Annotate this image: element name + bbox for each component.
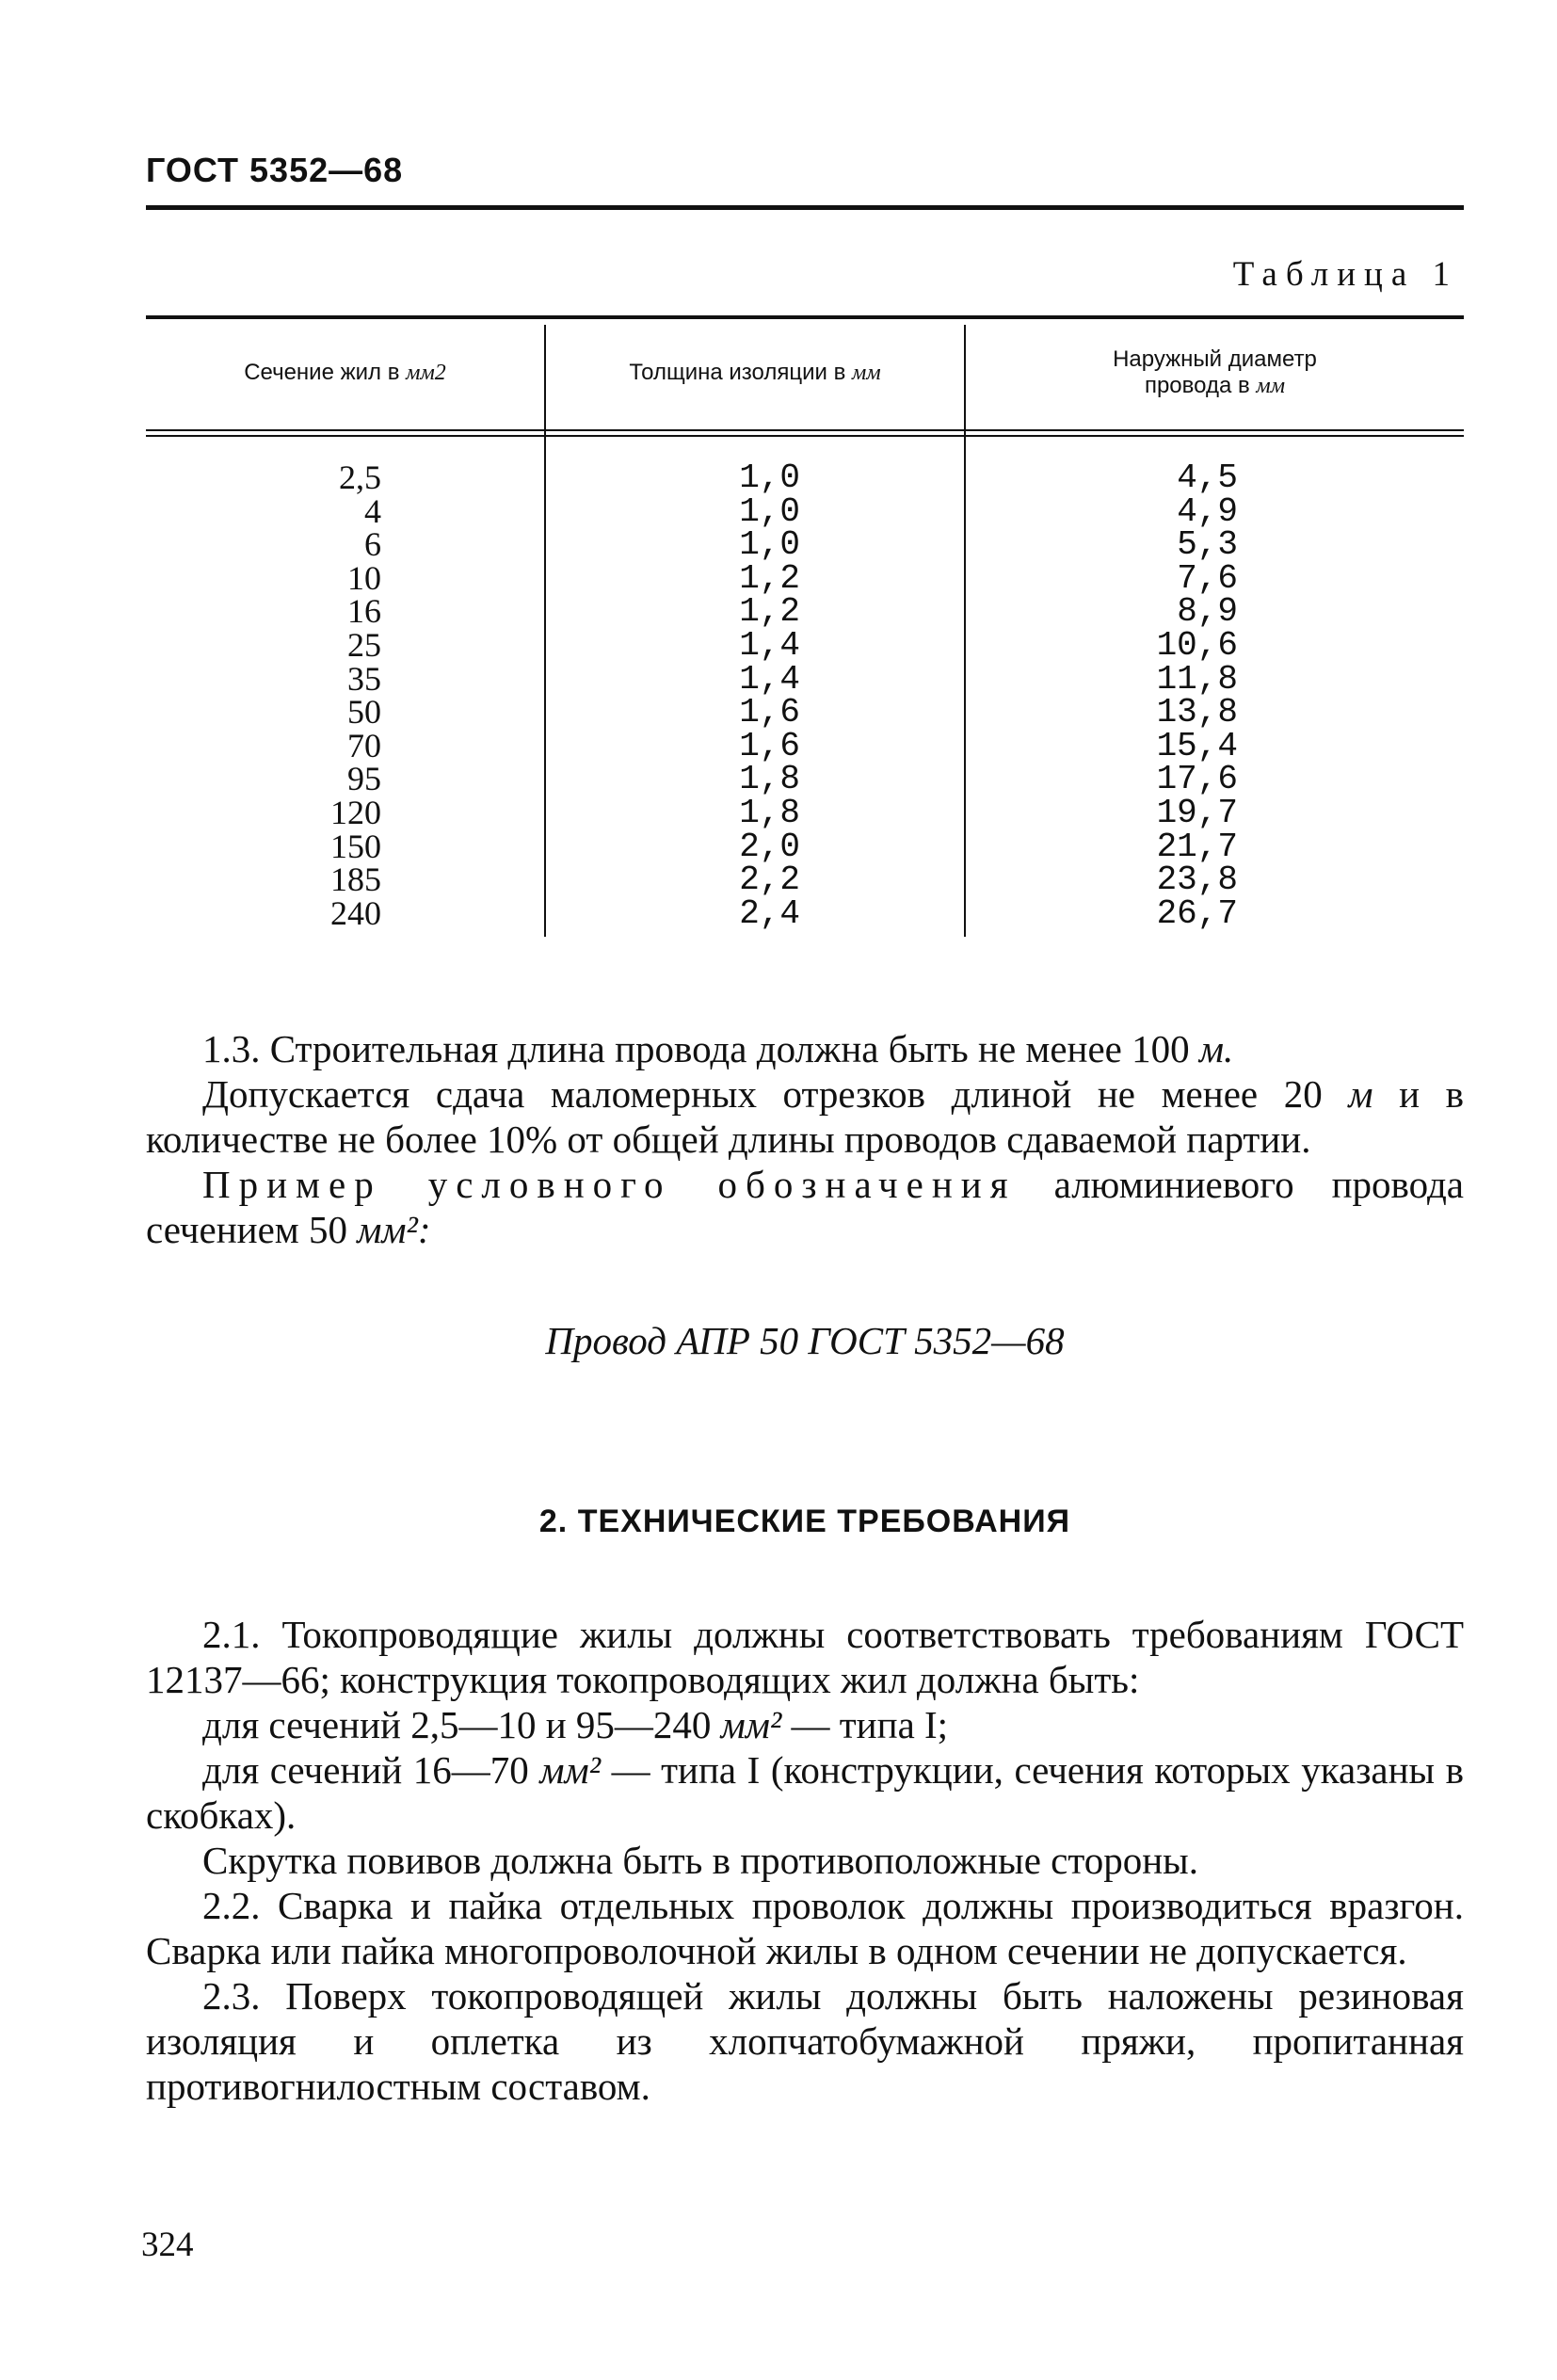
table-cell-diameter: 5,3 xyxy=(1177,525,1238,565)
table-cell-thickness: 1,4 xyxy=(739,625,800,665)
table-cell-thickness: 1,4 xyxy=(739,659,800,699)
header-section-unit: мм2 xyxy=(406,360,446,385)
table-cell-section: 240 xyxy=(330,893,381,932)
table-cell-thickness: 1,2 xyxy=(739,558,800,598)
table-header-rule-double xyxy=(146,435,1464,437)
table-cell-section: 2,5 xyxy=(339,458,381,496)
table-header-diameter xyxy=(966,315,1464,429)
table-cell-section: 6 xyxy=(364,525,381,564)
table-cell-diameter: 26,7 xyxy=(1156,893,1238,933)
header-diameter-unit: мм xyxy=(1256,373,1286,398)
paragraph-2-1-item-b: для сечений 16—70 мм² — типа I (конструкции, сечения которых указаны в скобках). xyxy=(146,1748,1465,1837)
table-cell-diameter: 4,5 xyxy=(1177,458,1238,497)
table-cell-section: 10 xyxy=(347,558,381,597)
table-cell-thickness: 1,6 xyxy=(739,693,800,732)
table-cell-diameter: 11,8 xyxy=(1156,659,1238,699)
paragraph-2-1-twist: Скрутка повивов должна быть в противоположные стороны. xyxy=(202,1839,1198,1882)
table-cell-section: 95 xyxy=(347,760,381,798)
table-cell-diameter: 23,8 xyxy=(1156,860,1238,900)
table-cell-diameter: 13,8 xyxy=(1156,693,1238,732)
table-cell-section: 185 xyxy=(330,860,381,899)
table-cell-thickness: 1,6 xyxy=(739,726,800,765)
table-cell-diameter: 4,9 xyxy=(1177,491,1238,531)
table-header-section xyxy=(146,315,544,429)
table-cell-thickness: 2,4 xyxy=(739,893,800,933)
table-cell-diameter: 10,6 xyxy=(1156,625,1238,665)
table-cell-section: 4 xyxy=(364,491,381,530)
section-2-text xyxy=(146,1612,1464,2109)
section-2-title: 2. ТЕХНИЧЕСКИЕ ТРЕБОВАНИЯ xyxy=(538,1504,1071,1539)
header-thickness-label: Толщина изоляции в xyxy=(629,359,846,385)
table-header-rule xyxy=(146,429,1464,431)
table-cell-thickness: 1,8 xyxy=(739,760,800,799)
column-thickness xyxy=(697,458,800,933)
paragraph-1-3: 1.3. Строительная длина провода должна быть не менее 100 м. xyxy=(202,1027,1234,1070)
table-cell-thickness: 2,2 xyxy=(739,860,800,900)
example-designation: Провод АПР 50 ГОСТ 5352—68 xyxy=(545,1319,1065,1362)
table-cell-section: 25 xyxy=(347,625,381,664)
table-cell-diameter: 21,7 xyxy=(1156,827,1238,866)
paragraph-2-1: 2.1. Токопроводящие жилы должны соответствовать требованиям ГОСТ 12137—66; конструкция токопроводящих жил должна быть: xyxy=(146,1613,1464,1701)
table-cell-thickness: 1,0 xyxy=(739,525,800,565)
paragraph-2-3: 2.3. Поверх токопроводящей жилы должны быть наложены резиновая изоляция и оплетка из хлопчатобумажной пряжи, пропитанная противогнилостным составом. xyxy=(146,1974,1464,2108)
table-cell-thickness: 1,2 xyxy=(739,592,800,632)
table-cell-thickness: 2,0 xyxy=(739,827,800,866)
column-sections xyxy=(287,458,381,932)
document-header: ГОСТ 5352—68 xyxy=(146,151,404,189)
table-cell-diameter: 19,7 xyxy=(1156,793,1238,832)
table-column-divider xyxy=(964,325,966,937)
table-cell-diameter: 7,6 xyxy=(1177,558,1238,598)
table-cell-thickness: 1,0 xyxy=(739,491,800,531)
table-column-divider xyxy=(544,325,546,937)
header-section-label: Сечение жил в xyxy=(244,359,400,385)
column-diameter xyxy=(1125,458,1238,933)
header-rule xyxy=(146,205,1464,210)
paragraph-1-3-allowance: Допускается сдача маломерных отрезков длиной не менее 20 м и в количестве не более 10% от общей длины проводов сдаваемой партии. xyxy=(146,1072,1464,1161)
section-1-text xyxy=(146,1026,1464,1252)
paragraph-2-1-item-a: для сечений 2,5—10 и 95—240 мм² — типа I; xyxy=(202,1703,949,1746)
table-cell-thickness: 1,0 xyxy=(739,458,800,497)
table-cell-diameter: 17,6 xyxy=(1156,760,1238,799)
table-cell-section: 35 xyxy=(347,659,381,698)
page-number: 324 xyxy=(141,2226,194,2264)
paragraph-example: Пример условного обозначения алюминиевого провода сечением 50 мм²: xyxy=(146,1163,1465,1251)
table-cell-diameter: 15,4 xyxy=(1156,726,1238,765)
paragraph-2-2: 2.2. Сварка и пайка отдельных проволок должны производиться вразгон. Сварка или пайка многопроволочной жилы в одном сечении не допускается. xyxy=(146,1884,1464,1972)
header-diameter-label: Наружный диаметр провода в xyxy=(1113,346,1317,398)
table-caption: Таблица 1 xyxy=(1232,255,1458,294)
table-cell-section: 70 xyxy=(347,726,381,764)
table-cell-thickness: 1,8 xyxy=(739,793,800,832)
header-thickness-unit: мм xyxy=(852,360,881,385)
table-cell-diameter: 8,9 xyxy=(1177,592,1238,632)
table-cell-section: 50 xyxy=(347,693,381,732)
table-cell-section: 16 xyxy=(347,592,381,631)
data-table xyxy=(146,315,1464,937)
table-cell-section: 120 xyxy=(330,793,381,831)
table-header-thickness xyxy=(546,315,964,429)
table-cell-section: 150 xyxy=(330,827,381,865)
